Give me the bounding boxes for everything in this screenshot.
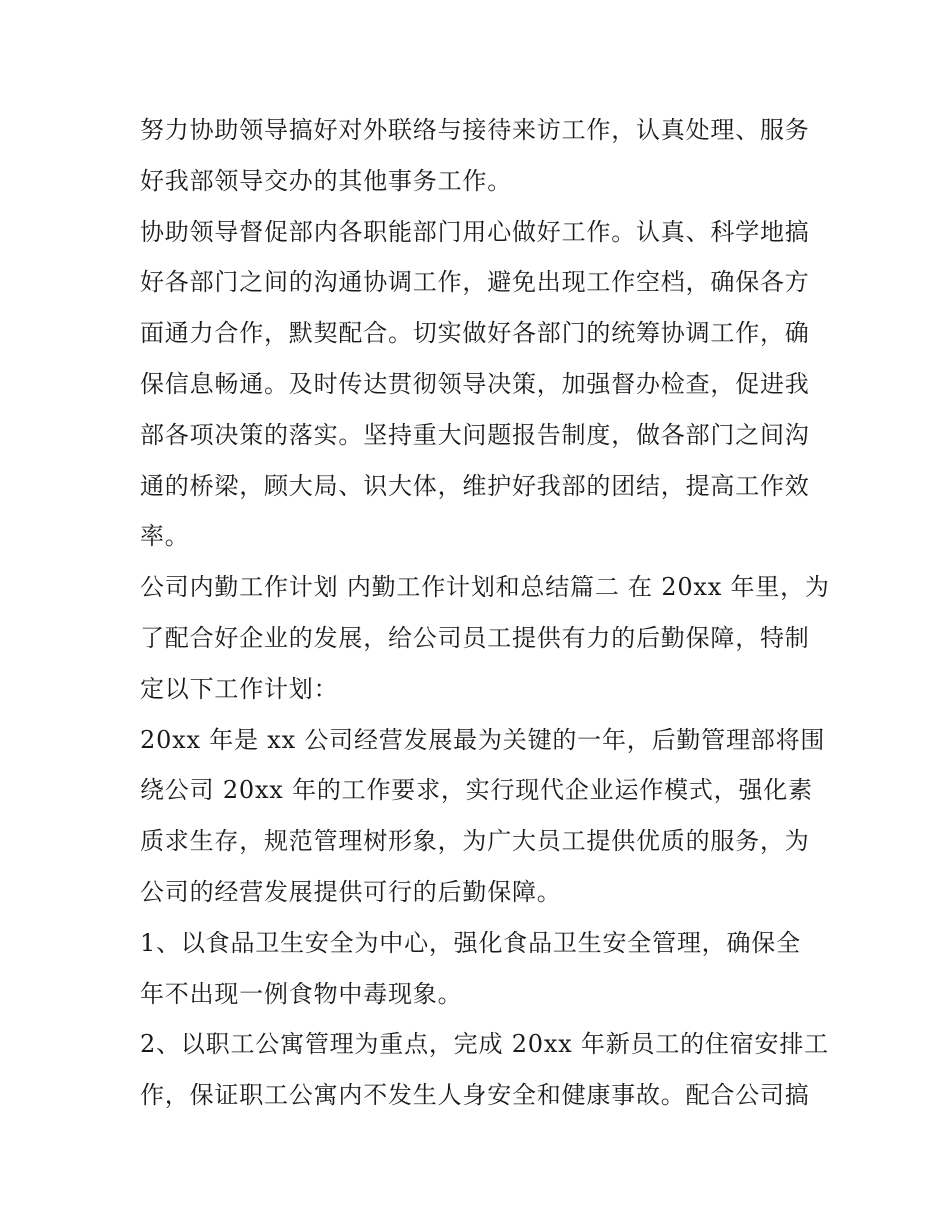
text-line: 定以下工作计划：: [140, 674, 339, 703]
document-body: [140, 105, 830, 1121]
text-line: 通的桥梁，顾大局、识大体，维护好我部的团结，提高工作效: [140, 471, 810, 500]
text-line: 保信息畅通。及时传达贯彻领导决策，加强督办检查，促进我: [140, 369, 810, 398]
text-line: 20xx 年是 xx 公司经营发展最为关键的一年，后勤管理部将围: [140, 725, 826, 754]
text-line: 作，保证职工公寓内不发生人身安全和健康事故。配合公司搞: [140, 1081, 810, 1110]
text-line: 协助领导督促部内各职能部门用心做好工作。认真、科学地搞: [140, 217, 810, 246]
text-line: 好我部领导交办的其他事务工作。: [140, 166, 512, 195]
text-line: 绕公司 20xx 年的工作要求，实行现代企业运作模式，强化素: [140, 776, 813, 805]
text-line: 2、以职工公寓管理为重点，完成 20xx 年新员工的住宿安排工: [140, 1030, 829, 1059]
text-line: 1、以食品卫生安全为中心，强化食品卫生安全管理，确保全: [140, 928, 801, 957]
text-line: 公司内勤工作计划 内勤工作计划和总结篇二 在 20xx 年里，为: [140, 573, 830, 602]
text-line: 率。: [140, 522, 190, 551]
text-line: 面通力合作，默契配合。切实做好各部门的统筹协调工作，确: [140, 319, 810, 348]
text-line: 努力协助领导搞好对外联络与接待来访工作，认真处理、服务: [140, 116, 810, 144]
text-line: 部各项决策的落实。坚持重大问题报告制度，做各部门之间沟: [140, 420, 810, 449]
text-line: 质求生存，规范管理树形象，为广大员工提供优质的服务，为: [140, 827, 810, 856]
text-line: 好各部门之间的沟通协调工作，避免出现工作空档，确保各方: [140, 268, 810, 297]
text-line: 年不出现一例食物中毒现象。: [140, 979, 463, 1008]
text-line: 了配合好企业的发展，给公司员工提供有力的后勤保障，特制: [140, 623, 810, 652]
text-line: 公司的经营发展提供可行的后勤保障。: [140, 877, 562, 906]
